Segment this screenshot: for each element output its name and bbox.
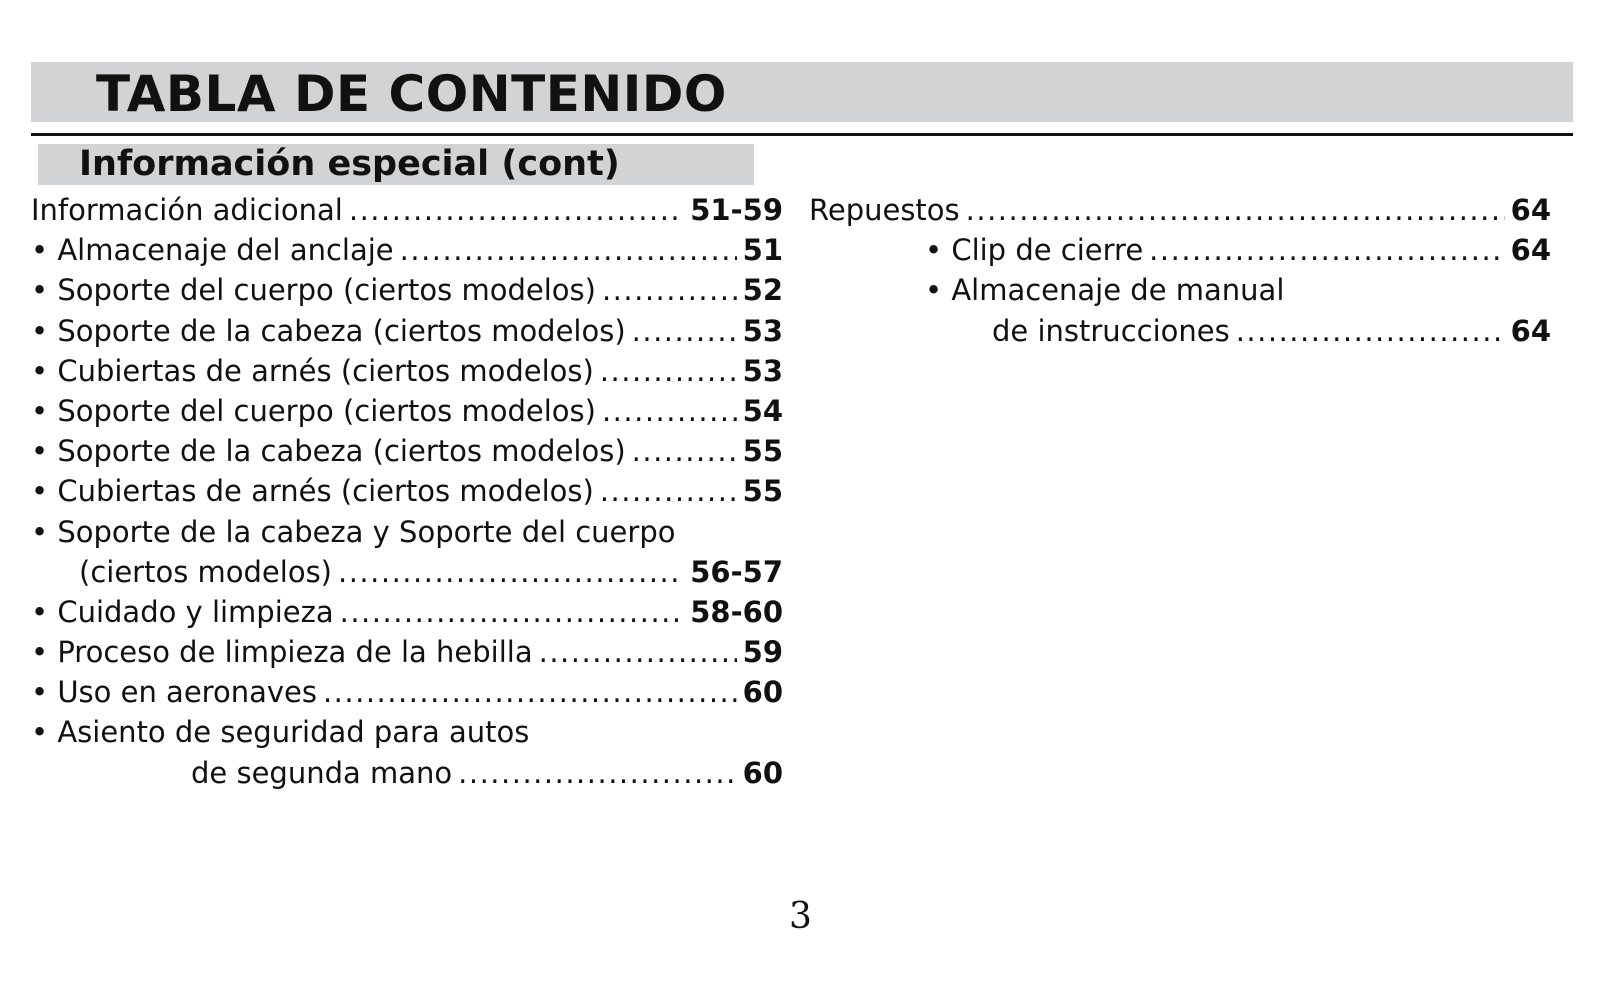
toc-entry-page: 55 — [742, 434, 783, 469]
toc-leader — [340, 592, 685, 632]
toc-entry — [31, 753, 783, 793]
toc-entry — [31, 391, 783, 431]
toc-entry-label: • Almacenaje del anclaje — [31, 233, 394, 268]
toc-entry-label: • Soporte de la cabeza (ciertos modelos) — [31, 313, 626, 348]
title-divider — [31, 133, 1573, 136]
toc-leader — [600, 471, 737, 511]
toc-entry — [31, 431, 783, 471]
toc-leader — [458, 753, 737, 793]
toc-entry-label: • Cubiertas de arnés (ciertos modelos) — [31, 353, 594, 388]
toc-entry-label: • Soporte del cuerpo (ciertos modelos) — [31, 273, 596, 308]
toc-entry-page: 51-59 — [690, 193, 783, 227]
toc-leader — [632, 311, 737, 351]
toc-leader — [600, 351, 737, 391]
toc-entry-label: de instrucciones — [992, 313, 1230, 348]
toc-leader — [1236, 311, 1505, 351]
page-title: TABLA DE CONTENIDO — [96, 65, 727, 123]
toc-entry-label: • Clip de cierre — [925, 233, 1144, 268]
toc-entry-page: 59 — [742, 635, 783, 670]
toc-right-column — [809, 190, 1551, 351]
toc-entry — [31, 552, 783, 592]
toc-entry-page: 52 — [742, 273, 783, 308]
toc-entry — [31, 632, 783, 672]
toc-entry — [31, 592, 783, 632]
toc-entry-label: de segunda mano — [191, 755, 453, 790]
toc-entry — [809, 270, 1551, 310]
toc-entry-label: • Proceso de limpieza de la hebilla — [31, 635, 533, 670]
toc-entry-page: 60 — [742, 675, 783, 710]
toc-entry-label: • Soporte de la cabeza (ciertos modelos) — [31, 434, 626, 469]
toc-entry — [809, 230, 1551, 270]
toc-leader — [349, 190, 684, 230]
toc-entry-page: 56-57 — [690, 554, 783, 589]
toc-entry — [31, 672, 783, 712]
toc-leader — [632, 431, 737, 471]
toc-left-column — [31, 190, 783, 793]
toc-entry — [31, 270, 783, 310]
toc-entry — [31, 512, 783, 552]
toc-entry-page: 58-60 — [690, 594, 783, 629]
toc-entry — [31, 230, 783, 270]
toc-leader — [338, 552, 684, 592]
toc-entry-page: 60 — [742, 755, 783, 790]
page-number: 3 — [789, 896, 812, 937]
toc-entry-label: • Cubiertas de arnés (ciertos modelos) — [31, 474, 594, 509]
section-title: Información especial (cont) — [79, 144, 620, 184]
toc-entry-label: • Asiento de seguridad para autos — [31, 715, 530, 750]
toc-leader — [539, 632, 737, 672]
toc-entry-page: 51 — [742, 233, 783, 268]
toc-entry — [31, 471, 783, 511]
toc-entry-label: (ciertos modelos) — [79, 554, 332, 589]
toc-entry-page: 64 — [1510, 193, 1551, 227]
toc-entry — [809, 190, 1551, 230]
toc-entry-page: 53 — [742, 313, 783, 348]
toc-leader — [602, 391, 737, 431]
toc-entry-page: 64 — [1510, 313, 1551, 348]
toc-entry-label: Repuestos — [809, 193, 960, 227]
toc-leader — [1149, 230, 1504, 270]
toc-leader — [323, 672, 737, 712]
toc-entry-label: Información adicional — [31, 193, 343, 227]
toc-entry-label: • Soporte del cuerpo (ciertos modelos) — [31, 393, 596, 428]
toc-entry — [31, 351, 783, 391]
toc-entry — [31, 311, 783, 351]
toc-entry — [809, 311, 1551, 351]
toc-leader — [966, 190, 1505, 230]
toc-entry-label: • Cuidado y limpieza — [31, 594, 334, 629]
toc-entry-label: • Almacenaje de manual — [925, 273, 1285, 308]
toc-leader — [602, 270, 737, 310]
toc-entry-page: 55 — [742, 474, 783, 509]
toc-entry-label: • Soporte de la cabeza y Soporte del cuerpo — [31, 514, 676, 549]
toc-entry — [31, 190, 783, 230]
toc-entry-page: 53 — [742, 353, 783, 388]
toc-entry — [31, 712, 783, 752]
toc-entry-page: 64 — [1510, 233, 1551, 268]
toc-entry-page: 54 — [742, 393, 783, 428]
toc-leader — [400, 230, 737, 270]
toc-entry-label: • Uso en aeronaves — [31, 675, 317, 710]
